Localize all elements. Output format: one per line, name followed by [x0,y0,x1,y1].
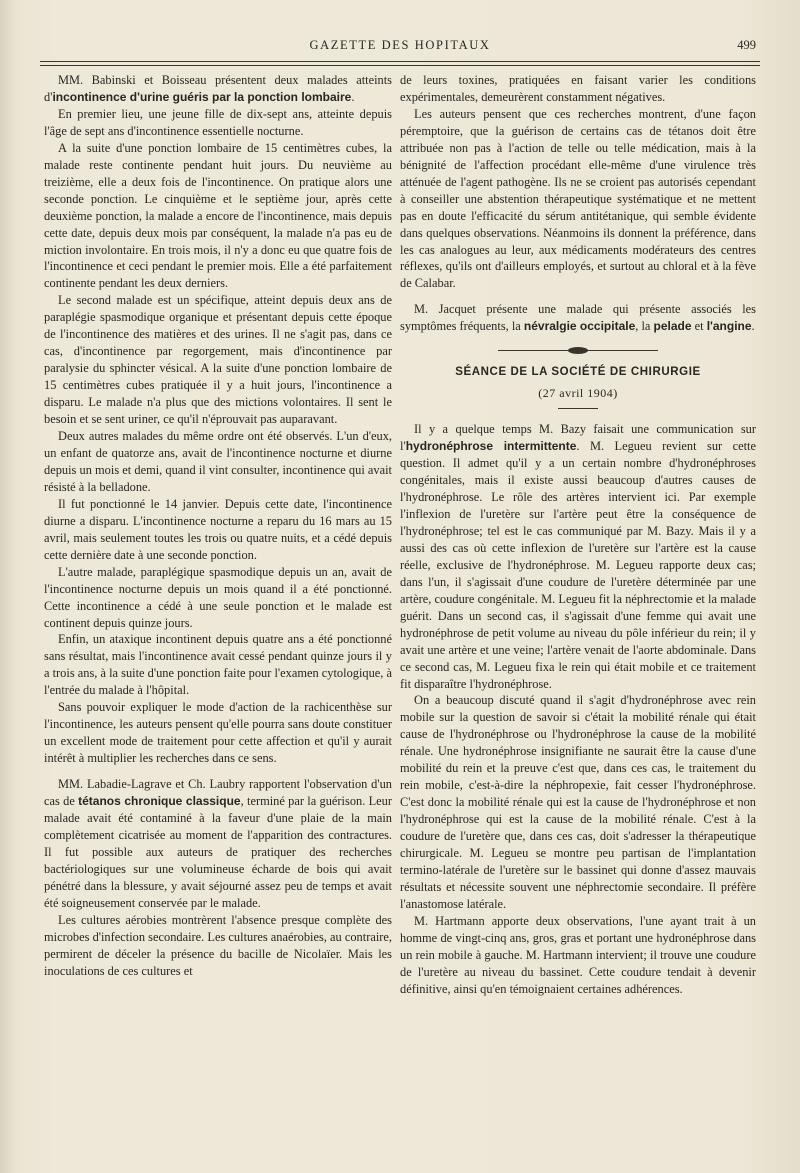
page-header [30,38,770,60]
paragraph: Le second malade est un spécifique, atteint depuis deux ans de paraplégie spasmodique organique et présentant depuis cette époque de l'incontinence des matières et des urines. Il ne s'agit pas, dans ce cas, d'incontinence par regorgement, mais d'incontinence par paralysie du sphincter vésical. A la suite d'une ponction lombaire de 15 centimètres cubes pratiquée il y a huit jours, l'incontinence a disparu. Le malade n'a plus que des mictions volontaires. Il sent le besoin et se sent uriner, ce qu'il n'éprouvait pas auparavant. [44,293,392,427]
section-date: (27 avril 1904) [538,386,618,401]
ornament-dot [568,347,588,354]
paragraph [44,776,392,912]
paragraph [400,421,756,692]
text-run: . [351,89,355,104]
paragraph: A la suite d'une ponction lombaire de 15 centimètres cubes, la malade reste continente pendant huit jours. Du neuvième au treizième, elle a deux fois de l'incontinence. On pratique alors une seconde ponction. Le cinquième et le septième jour, après cette deuxième ponction, la malade a encore de l'incontinence, mais depuis cette date, depuis deux mois par conséquent, la malade n'a pas eu de miction involontaire. En trois mois, il n'y a donc eu que quatre fois de l'incontinence et ceci pendant le premier mois. Elle a été parfaitement continente pendant les deux derniers. [44,140,392,291]
paragraph: Les auteurs pensent que ces recherches montrent, d'une façon péremptoire, que la guérison de certains cas de tétanos doit être attribuée non pas à l'action de telle ou telle médication, mais à la bénignité de l'affection procédant elle-même d'une virulence très atténuée de l'agent pathogène. Ils ne se croient pas autorisés cependant à conseiller une abstention thérapeutique systématique et ne mettent pas en doute l'efficacité du sérum antitétanique, qui semble évidente dans quelques observations. Néanmoins ils donnent la préférence, dans les cas analogues au leur, aux médicaments modérateurs des centres réflexes, qu'ils ont d'ailleurs employés, et surtout au chloral et à la fève de Calabar. [400,106,756,291]
page-number: 499 [737,38,756,52]
keyword: l'angine [706,319,752,334]
header-rule-thin [40,65,760,66]
paragraph: Sans pouvoir expliquer le mode d'action de la rachicenthèse sur l'incontinence, les auteurs pensent qu'elle pourra sans doute constituer un excellent mode de traitement pour cette affection et qu'il y aurait intérêt à multiplier les recherches dans ce sens. [44,700,392,766]
ornament-separator [498,347,658,354]
left-column [44,72,392,980]
text-run: , la [635,319,654,334]
short-rule [558,408,598,409]
header-rule-thick [40,61,760,62]
paragraph [44,72,392,106]
paragraph: Enfin, un ataxique incontinent depuis quatre ans a été ponctionné sans résultat, mais l'incontinence avait cessé pendant quinze jours il y a trois ans, à la suite d'une ponction faite pour l'examen cytologique, à l'entrée du malade à l'hôpital. [44,632,392,698]
text-run: MM. Labadie-Lagrave et Ch. Laubry rapportent l'observation d'un cas de [44,777,392,809]
section-title: SÉANCE DE LA SOCIÉTÉ DE CHIRURGIE [455,366,701,379]
text-run: MM. Babinski et Boisseau présentent deux malades atteints d' [44,73,392,104]
paragraph: de leurs toxines, pratiquées en faisant varier les conditions expérimentales, demeurèrent constamment négatives. [400,73,756,104]
paragraph [400,301,756,335]
paragraph: M. Hartmann apporte deux observations, l'une ayant trait à un homme de vingt-cinq ans, gros, gras et portant une hydronéphrose dans un rein mobile à gauche. M. Hartmann intervient; il trouve une coudure de l'uretère au niveau du bassinet. Cette coudure tendait à devenir définitive, ainsi qu'en témoignaient certaines adhérences. [400,913,756,996]
paragraph: L'autre malade, paraplégique spasmodique depuis un an, avait de l'incontinence nocturne depuis un mois quand il a été ponctionné. Cette incontinence a cédé à une seule ponction et le malade est continent depuis quinze jours. [44,564,392,630]
keyword: hydronéphrose intermittente [405,439,577,454]
running-title: GAZETTE DES HOPITAUX [309,38,491,52]
text-run: Il y a quelque temps M. Bazy faisait une communication sur l' [400,422,756,454]
keyword: tétanos chronique classique [78,794,241,809]
paragraph: En premier lieu, une jeune fille de dix-sept ans, atteinte depuis l'âge de sept ans d'incontinence essentielle nocturne. [44,106,392,138]
paragraph: Deux autres malades du même ordre ont été observés. L'un d'eux, un enfant de quatorze ans, avait de l'incontinence nocturne et diurne depuis un mois et demi, quand il vint consulter, incontinence qui avait résisté à la belladone. [44,429,392,494]
paragraph: Il fut ponctionné le 14 janvier. Depuis cette date, l'incontinence diurne a disparu. L'incontinence nocturne a reparu du 16 mars au 15 avril, mais seulement toutes les trois ou quatre nuits, et a cédé depuis cette dernière date à une seconde ponction. [44,496,392,562]
keyword: incontinence d'urine guéris par la ponction lombaire [52,89,352,104]
text-run: , terminé par la guérison. Leur malade avait été contaminé à la faveur d'une plaie de la main complètement cicatrisée au moment de l'apparition des contractures. Il fut possible aux auteurs de pratiquer des recherches bactériologiques sur une volumineuse écharde de bois qui avait pénétré dans la blessure, y avait séjourné assez peu de temps et avait été soigneusement conservée par le malade. [44,794,393,910]
text-run: et [691,319,707,334]
text-run: . [751,319,755,334]
paragraph: On a beaucoup discuté quand il s'agit d'hydronéphrose avec rein mobile sur la question de savoir si c'était la mobilité rénale qui était cause de l'hydronéphrose ou l'hydronéphrose la cause de la mobilité rénale. Une hydronéphrose insignifiante ne saurait être la cause d'une mobilité du rein et la preuve c'est que, dans ces cas, le traitement du rein mobile, c'est-à-dire la néphropexie, fait cesser l'hydronéphrose. C'est donc la mobilité rénale qui est la cause de l'hydronéphrose et non l'hydronéphrose qui est la cause de la mobilité rénale. C'est à la coudure de l'uretère que, dans ces cas, doit s'adresser la thérapeutique chirurgicale. M. Legueu se montre peu partisan de l'implantation termino-latérale de l'uretère sur le bassinet qui donne d'assez mauvais résultats et nécessite souvent une néphrectomie secondaire. Il préfère l'anastomose latérale. [400,693,756,911]
keyword: névralgie occipitale [523,319,636,334]
right-column [400,72,756,998]
text-run: . M. Legueu revient sur cette question. Il admet qu'il y a un certain nombre d'hydronéphroses congénitales, mais il existe aussi beaucoup d'autres causes de l'hydronéphrose. Le rôle des artères intervient ici. Par exemple l'inflexion de l'uretère sur l'artère peut être la conséquence de l'hydronéphrose; tel est le cas communiqué par M. Bazy. Mais il y a aussi des cas où cette inflexion de l'uretère sur l'artère est la cause réelle, exclusive de l'hydronéphrose. M. Legueu rapporte deux cas; dans l'un, il s'agissait d'une coudure de l'uretère déterminée par une artère, coudure congénitale. M. Legueu fit la néphrectomie et la malade guérit. Dans un second cas, il s'agissait d'une femme qui avait une hydronéphrose de petit volume au niveau du pôle inférieur du rein; il y avait une artère et une veine; l'artère venait de l'aorte abdominale. Dans ce second cas, M. Legueu fixa le rein qui était mobile et ce traitement fit disparaître l'hydronéphrose. [400,439,756,691]
paragraph: Les cultures aérobies montrèrent l'absence presque complète des microbes d'infection secondaire. Les cultures anaérobies, au contraire, permirent de déceler la présence du bacille de Nicolaïer. Mais les inoculations de ces cultures et [44,912,392,978]
keyword: pelade [653,319,692,334]
text-run: M. Jacquet présente une malade qui présente associés les symptômes fréquents, la [400,302,756,334]
